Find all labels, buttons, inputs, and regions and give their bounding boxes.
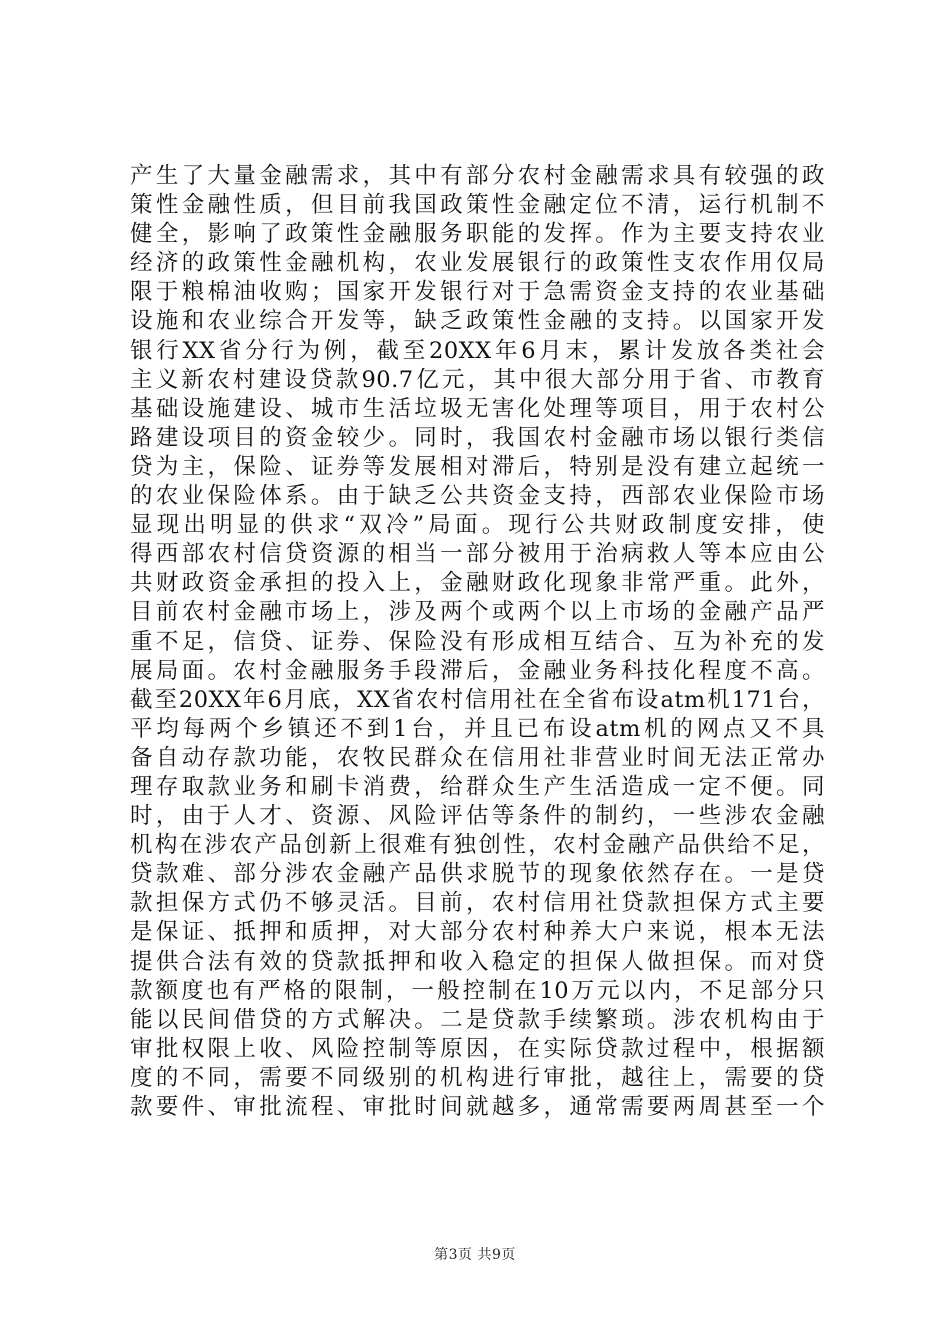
body-paragraph: 产生了大量金融需求，其中有部分农村金融需求具有较强的政 策性金融性质，但目前我国政策性金融定位不清，运行机制不 健全，影响了政策性金融服务职能的发挥。作为主要支持农业 经济的政策性金融机构，农业发展银行的政策性支农作用仅局 限于粮棉油收购；国家开发银行对于急需资金支持的农业基础 设施和农业综合开发等，缺乏政策性金融的支持。以国家开发 银行XX省分行为例，截至20XX年6月末，累计发放各类社会 主义新农村建设贷款90.7亿元，其中很大部分用于省、市教育 基础设施建设、城市生活垃圾无害化处理等项目，用于农村公 路建设项目的资金较少。同时，我国农村金融市场以银行类信 贷为主，保险、证券等发展相对滞后，特别是没有建立起统一 的农业保险体系。由于缺乏公共资金支持，西部农业保险市场 显现出明显的供求“双冷”局面。现行公共财政制度安排，使 得西部农村信贷资源的相当一部分被用于治病救人等本应由公 共财政资金承担的投入上，金融财政化现象非常严重。此外， 目前农村金融市场上，涉及两个或两个以上市场的金融产品严 重不足，信贷、证券、保险没有形成相互结合、互为补充的发 展局面。农村金融服务手段滞后，金融业务科技化程度不高。 截至20XX年6月底，XX省农村信用社在全省布设atm机171台， 平均每两个乡镇还不到1台，并且已布设atm机的网点又不具 备自动存款功能，农牧民群众在信用社非营业时间无法正常办 理存取款业务和刷卡消费，给群众生产生活造成一定不便。同 时，由于人才、资源、风险评估等条件的制约，一些涉农金融 机构在涉农产品创新上很难有独创性，农村金融产品供给不足， 贷款难、部分涉农金融产品供求脱节的现象依然存在。一是贷 款担保方式仍不够灵活。目前，农村信用社贷款担保方式主要 是保证、抵押和质押，对大部分农村种养大户来说，根本无法 提供合法有效的贷款抵押和收入稳定的担保人做担保。而对贷 款额度也有严格的限制，一般控制在10万元以内，不足部分只 能以民间借贷的方式解决。二是贷款手续繁琐。涉农机构由于 审批权限上收、风险控制等原因，在实际贷款过程中，根据额 度的不同，需要不同级别的机构进行审批，越往上，需要的贷 款要件、审批流程、审批时间就越多，通常需要两周甚至一个 — [130, 163, 825, 1120]
page-number-footer: 第3页 共9页 — [434, 1247, 516, 1263]
